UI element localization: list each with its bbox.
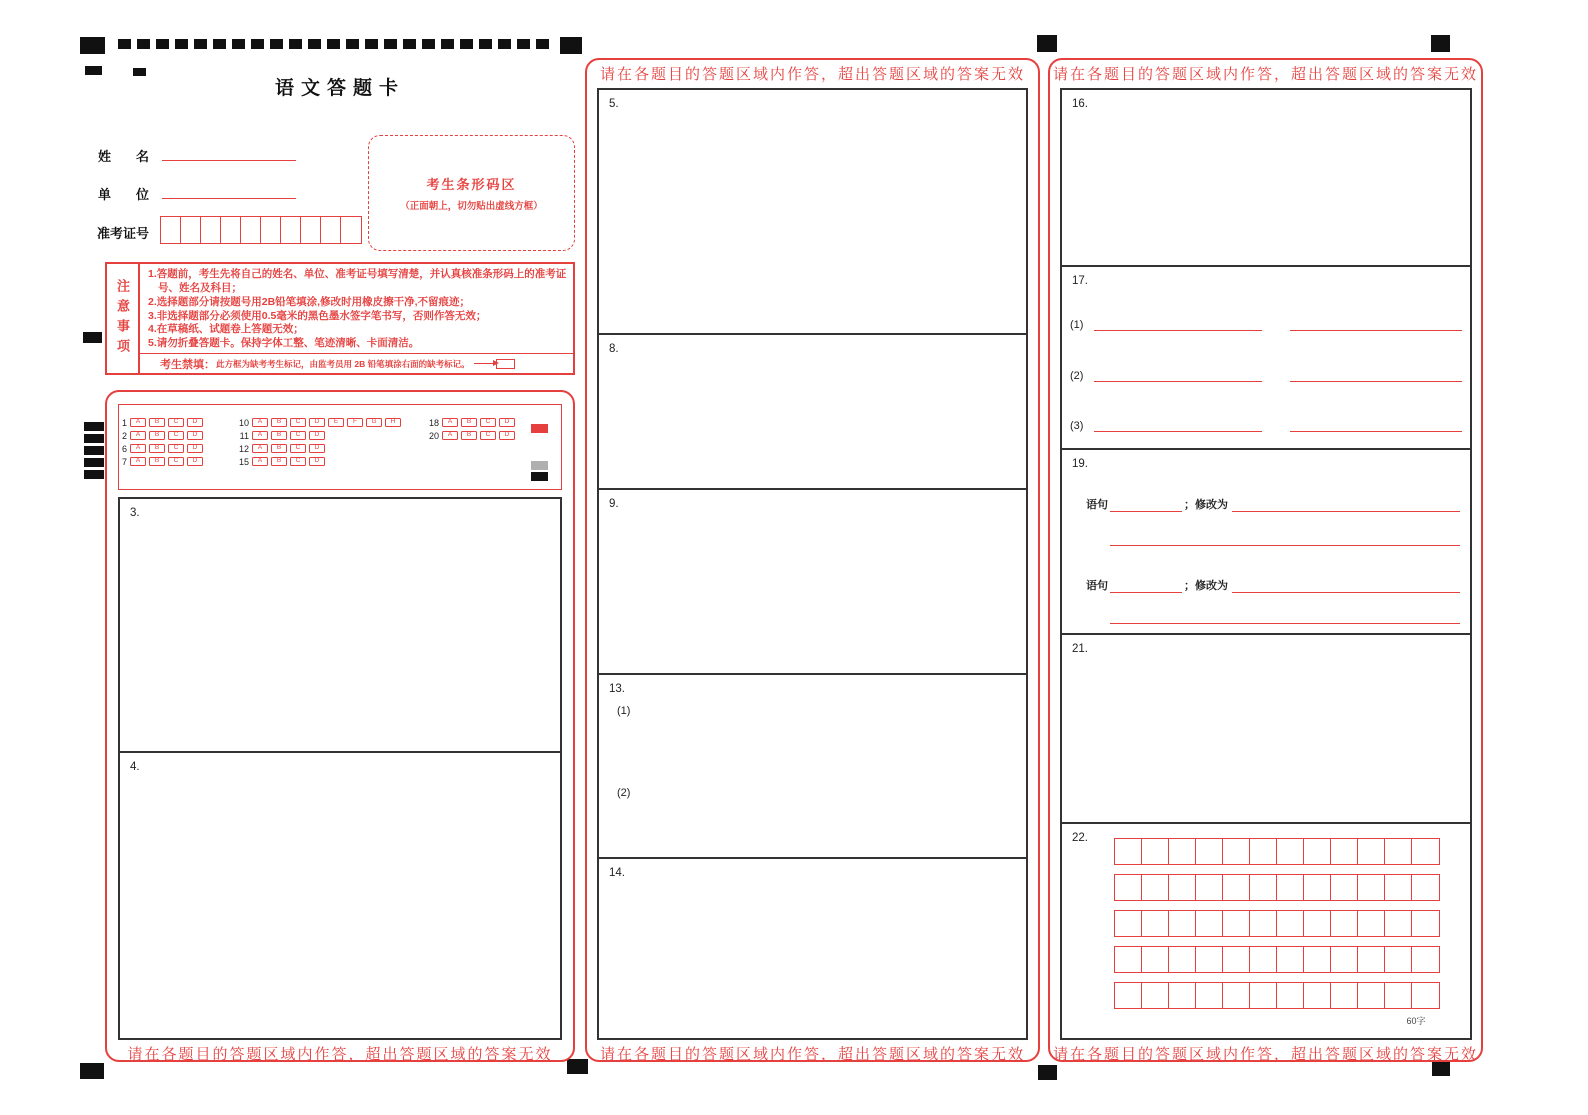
mc-option-bubble-F[interactable]: F [347,418,363,428]
mc-group-3 [419,416,518,442]
mc-option-bubble-A[interactable]: A [252,444,268,454]
char-cell[interactable] [1384,874,1413,901]
mc-option-bubble-B[interactable]: B [271,457,287,467]
timing-mark [213,39,226,49]
mc-question-number: 6 [121,443,127,454]
mc-option-bubble-B[interactable]: B [149,444,165,454]
exam-no-cell[interactable] [180,216,202,244]
notice-items [140,264,573,353]
arrow-right-icon [474,363,494,364]
timing-mark [517,39,530,49]
exam-no-cell[interactable] [280,216,302,244]
exam-no-cell[interactable] [340,216,362,244]
mc-option-bubble-D[interactable]: D [187,457,203,467]
mc-option-bubble-B[interactable]: B [149,431,165,441]
mc-option-bubble-A[interactable]: A [252,457,268,467]
mc-question-number: 7 [121,456,127,467]
name-input-line[interactable] [162,147,296,161]
q13-sub2-label: (2) [617,787,631,799]
char-cell[interactable] [1276,874,1305,901]
answer-line[interactable] [1290,370,1462,382]
timing-mark [194,39,207,49]
char-cell[interactable] [1168,946,1197,973]
mc-option-bubble-D[interactable]: D [309,457,325,467]
mc-question-number: 11 [239,430,249,441]
q19-sentence-label: 语句 [1086,499,1108,511]
char-cell[interactable] [1303,874,1332,901]
timing-mark [1432,1062,1450,1076]
barcode-subtitle: （正面朝上，切勿贴出虚线方框） [400,201,543,212]
exam-no-cell[interactable] [320,216,342,244]
char-grid-row [1114,910,1440,937]
mc-option-bubble-C[interactable]: C [168,431,184,441]
mc-row [419,429,518,442]
mc-option-bubble-H[interactable]: H [385,418,401,428]
mc-option-bubble-B[interactable]: B [149,457,165,467]
char-cell[interactable] [1249,982,1278,1009]
char-cell[interactable] [1357,946,1386,973]
char-cell[interactable] [1249,874,1278,901]
notice-item: 3.非选择题部分必须使用0.5毫米的黑色墨水签字笔书写，否则作答无效； [148,309,487,322]
timing-mark [289,39,302,49]
notice-main [140,264,573,373]
char-cell[interactable] [1303,838,1332,865]
q4-number: 4. [130,761,140,773]
q13-answer-box[interactable] [599,673,1026,857]
char-cell[interactable] [1222,838,1251,865]
q14-answer-box[interactable] [599,857,1026,1038]
mc-group-1 [107,416,206,468]
q17-sub1-label: (1) [1070,319,1084,331]
char-cell[interactable] [1276,838,1305,865]
mc-row [229,416,404,429]
char-cell[interactable] [1276,910,1305,937]
mc-row [107,455,206,468]
mc-option-bubble-C[interactable]: C [168,418,184,428]
char-cell[interactable] [1303,982,1332,1009]
char-cell[interactable] [1168,910,1197,937]
timing-mark [441,39,454,49]
char-cell[interactable] [1357,910,1386,937]
middle-answer-boxes [597,88,1028,1040]
q17-sub3-label: (3) [1070,420,1084,432]
char-cell[interactable] [1357,874,1386,901]
char-cell[interactable] [1330,838,1359,865]
timing-mark [365,39,378,49]
mc-option-bubble-A[interactable]: A [252,431,268,441]
timing-dash-row [118,39,549,49]
char-cell[interactable] [1303,910,1332,937]
q9-number: 9. [609,498,619,510]
mc-option-bubble-B[interactable]: B [271,431,287,441]
q17-sub2-label: (2) [1070,370,1084,382]
char-cell[interactable] [1411,838,1440,865]
q16-number: 16. [1072,98,1088,110]
char-cell[interactable] [1411,982,1440,1009]
mc-option-bubble-B[interactable]: B [461,431,477,441]
timing-mark [118,39,131,49]
mc-option-bubble-D[interactable]: D [187,444,203,454]
timing-mark [84,470,104,479]
char-cell[interactable] [1249,946,1278,973]
char-cell[interactable] [1222,982,1251,1009]
mc-option-bubble-D[interactable]: D [309,444,325,454]
q4-answer-box[interactable] [118,751,562,1040]
mc-option-bubble-D[interactable]: D [309,418,325,428]
exam-no-label: 准考证号 [97,226,150,241]
mc-option-bubble-A[interactable]: A [252,418,268,428]
char-cell[interactable] [1114,874,1143,901]
corner-timing-mark [80,37,105,54]
mc-question-number: 18 [428,417,439,428]
char-cell[interactable] [1411,910,1440,937]
char-cell[interactable] [1114,982,1143,1009]
timing-mark [84,446,104,455]
mc-option-bubble-A[interactable]: A [442,418,458,428]
answer-line[interactable] [1290,420,1462,432]
q14-number: 14. [609,867,625,879]
exam-no-boxes [160,216,362,244]
right-answer-boxes [1060,88,1472,1040]
mc-option-bubble-C[interactable]: C [290,431,306,441]
char-cell[interactable] [1276,946,1305,973]
unit-label: 位 [136,187,150,202]
q13-number: 13. [609,683,625,695]
answer-line[interactable] [1110,545,1460,546]
char-cell[interactable] [1114,946,1143,973]
char-cell[interactable] [1114,910,1143,937]
timing-mark [175,39,188,49]
mc-option-bubble-A[interactable]: A [130,431,146,441]
red-indicator-mark [531,424,548,433]
q22-number: 22. [1072,832,1088,844]
timing-mark [251,39,264,49]
char-cell[interactable] [1195,838,1224,865]
char-grid-row [1114,946,1440,973]
mc-question-number: 10 [238,417,249,428]
timing-mark [83,332,102,343]
mc-option-bubble-D[interactable]: D [309,431,325,441]
char-cell[interactable] [1384,910,1413,937]
notice-side-label [107,264,140,373]
char-cell[interactable] [1222,910,1251,937]
mc-option-bubble-A[interactable]: A [130,418,146,428]
mc-row [229,429,404,442]
notice-label-text: 注意事项 [115,278,130,359]
mc-option-bubble-B[interactable]: B [461,418,477,428]
mc-option-bubble-B[interactable]: B [149,418,165,428]
char-cell[interactable] [1141,874,1170,901]
barcode-area [368,135,575,251]
mc-option-bubble-A[interactable]: A [442,431,458,441]
answer-line[interactable] [1110,623,1460,624]
char-cell[interactable] [1141,838,1170,865]
char-cell[interactable] [1330,946,1359,973]
exam-no-cell[interactable] [200,216,222,244]
q19-sentence-label: 语句 [1086,580,1108,592]
q17-number: 17. [1072,275,1088,287]
timing-mark [270,39,283,49]
timing-mark [403,39,416,49]
q19-modify-label: ；修改为 [1184,580,1228,592]
q22-char-grid [1114,838,1440,1027]
timing-mark [80,1063,104,1079]
char-cell[interactable] [1222,874,1251,901]
answer-line[interactable] [1110,581,1182,593]
answer-line[interactable] [1094,319,1262,331]
mc-question-number: 2 [121,430,127,441]
warning-text: 请在各题目的答题区域内作答，超出答题区域的答案无效 [1052,67,1478,83]
q17-answer-box[interactable] [1062,265,1470,448]
timing-mark [327,39,340,49]
answer-line[interactable] [1110,500,1182,512]
timing-mark [460,39,473,49]
forbid-label: 考生禁填： [160,358,215,371]
mc-option-bubble-D[interactable]: D [499,431,515,441]
notice-item: 2.选择题部分请按题号用2B铅笔填涂,修改时用橡皮擦干净,不留痕迹； [148,295,471,308]
forbid-text: 此方框为缺考考生标记，由监考员用 2B 铅笔填涂右面的缺考标记。 [216,358,470,369]
timing-mark [1038,1065,1057,1080]
char-cell[interactable] [1168,838,1197,865]
answer-line[interactable] [1290,319,1462,331]
char-cell[interactable] [1249,910,1278,937]
timing-mark [84,458,104,467]
timing-mark [85,66,102,75]
mc-option-bubble-D[interactable]: D [187,418,203,428]
notice-box [105,262,575,375]
mc-option-bubble-D[interactable]: D [187,431,203,441]
black-indicator-mark [531,472,548,481]
mc-option-bubble-B[interactable]: B [271,418,287,428]
mc-question-number: 1 [121,417,127,428]
mc-row [107,429,206,442]
char-cell[interactable] [1141,946,1170,973]
char-cell[interactable] [1222,946,1251,973]
char-cell[interactable] [1195,946,1224,973]
mc-option-bubble-A[interactable]: A [130,444,146,454]
timing-mark [479,39,492,49]
notice-item: 5.请勿折叠答题卡。保持字体工整、笔迹清晰、卡面清洁。 [148,337,420,350]
char-cell[interactable] [1330,910,1359,937]
mc-option-bubble-E[interactable]: E [328,418,344,428]
q3-answer-box[interactable] [118,497,562,753]
warning-text: 请在各题目的答题区域内作答，超出答题区域的答案无效 [599,67,1025,83]
timing-mark [498,39,511,49]
name-label: 名 [136,149,150,164]
q5-answer-box[interactable] [599,90,1026,333]
char-cell[interactable] [1411,946,1440,973]
mc-option-bubble-C[interactable]: C [480,431,496,441]
char-grid-row [1114,874,1440,901]
notice-item: 1.答题前，考生先将自己的姓名、单位、准考证号填写清楚，并认真核准条形码上的准考证号、姓名及科目； [148,268,567,294]
unit-label: 单 [98,187,112,202]
timing-left-stack [84,422,104,479]
mc-row [107,442,206,455]
q13-sub1-label: (1) [617,705,631,717]
char-cell[interactable] [1303,946,1332,973]
mc-row [419,416,518,429]
char-cell[interactable] [1357,982,1386,1009]
q22-answer-box[interactable] [1062,822,1470,1038]
mc-option-bubble-D[interactable]: D [499,418,515,428]
timing-mark [1431,35,1450,52]
timing-mark [1037,35,1057,52]
mc-row [107,416,206,429]
page-title: 语文答题卡 [274,78,405,99]
char-cell[interactable] [1195,910,1224,937]
char-grid-row [1114,982,1440,1009]
q16-answer-box[interactable] [1062,90,1470,265]
char-cell[interactable] [1168,982,1197,1009]
mc-option-bubble-C[interactable]: C [290,418,306,428]
q19-number: 19. [1072,458,1088,470]
char-cell[interactable] [1384,838,1413,865]
mc-option-bubble-C[interactable]: C [290,457,306,467]
absent-mark-row [140,353,573,373]
q19-modify-label: ；修改为 [1184,499,1228,511]
q22-char-count-label: 60字 [1406,1016,1426,1026]
timing-mark [84,434,104,443]
exam-no-cell[interactable] [300,216,322,244]
mc-row [229,442,404,455]
char-grid-row [1114,838,1440,865]
timing-mark [84,422,104,431]
answer-line[interactable] [1094,420,1262,432]
mc-option-bubble-B[interactable]: B [271,444,287,454]
mc-group-2 [229,416,404,468]
q21-number: 21. [1072,643,1088,655]
notice-item: 4.在草稿纸、试题卷上答题无效； [148,323,304,336]
warning-text: 请在各题目的答题区域内作答，超出答题区域的答案无效 [127,1047,553,1063]
char-cell[interactable] [1384,946,1413,973]
mc-option-bubble-C[interactable]: C [168,444,184,454]
char-cell[interactable] [1384,982,1413,1009]
char-cell[interactable] [1276,982,1305,1009]
q9-answer-box[interactable] [599,488,1026,673]
timing-mark [384,39,397,49]
mc-option-bubble-C[interactable]: C [290,444,306,454]
char-cell[interactable] [1195,874,1224,901]
char-cell[interactable] [1330,982,1359,1009]
mc-option-bubble-G[interactable]: G [366,418,382,428]
char-cell[interactable] [1330,874,1359,901]
mc-option-bubble-C[interactable]: C [480,418,496,428]
answer-line[interactable] [1094,370,1262,382]
mc-row [229,455,404,468]
exam-no-cell[interactable] [220,216,242,244]
mc-question-number: 12 [238,443,249,454]
mc-option-bubble-C[interactable]: C [168,457,184,467]
mc-option-bubble-A[interactable]: A [130,457,146,467]
char-cell[interactable] [1357,838,1386,865]
answer-line[interactable] [1232,581,1460,593]
timing-mark [346,39,359,49]
mc-question-number: 20 [428,430,439,441]
char-cell[interactable] [1141,982,1170,1009]
timing-mark [232,39,245,49]
timing-mark [137,39,150,49]
timing-mark [156,39,169,49]
warning-text: 请在各题目的答题区域内作答，超出答题区域的答案无效 [1052,1047,1478,1063]
exam-no-cell[interactable] [260,216,282,244]
char-cell[interactable] [1195,982,1224,1009]
timing-mark [308,39,321,49]
char-cell[interactable] [1411,874,1440,901]
gray-indicator-mark [531,461,548,470]
q8-number: 8. [609,343,619,355]
exam-no-cell[interactable] [160,216,182,244]
char-cell[interactable] [1114,838,1143,865]
name-label: 姓 [98,149,112,164]
timing-mark [422,39,435,49]
q21-answer-box[interactable] [1062,633,1470,822]
char-cell[interactable] [1249,838,1278,865]
char-cell[interactable] [1168,874,1197,901]
q3-number: 3. [130,507,140,519]
q5-number: 5. [609,98,619,110]
timing-mark [536,39,549,49]
barcode-title: 考生条形码区 [426,177,517,192]
q8-answer-box[interactable] [599,333,1026,488]
answer-line[interactable] [1232,500,1460,512]
timing-mark [560,37,582,54]
warning-text: 请在各题目的答题区域内作答，超出答题区域的答案无效 [599,1047,1025,1063]
mc-question-number: 15 [238,456,249,467]
q19-answer-box[interactable] [1062,448,1470,633]
exam-no-cell[interactable] [240,216,262,244]
unit-input-line[interactable] [162,185,296,199]
char-cell[interactable] [1141,910,1170,937]
